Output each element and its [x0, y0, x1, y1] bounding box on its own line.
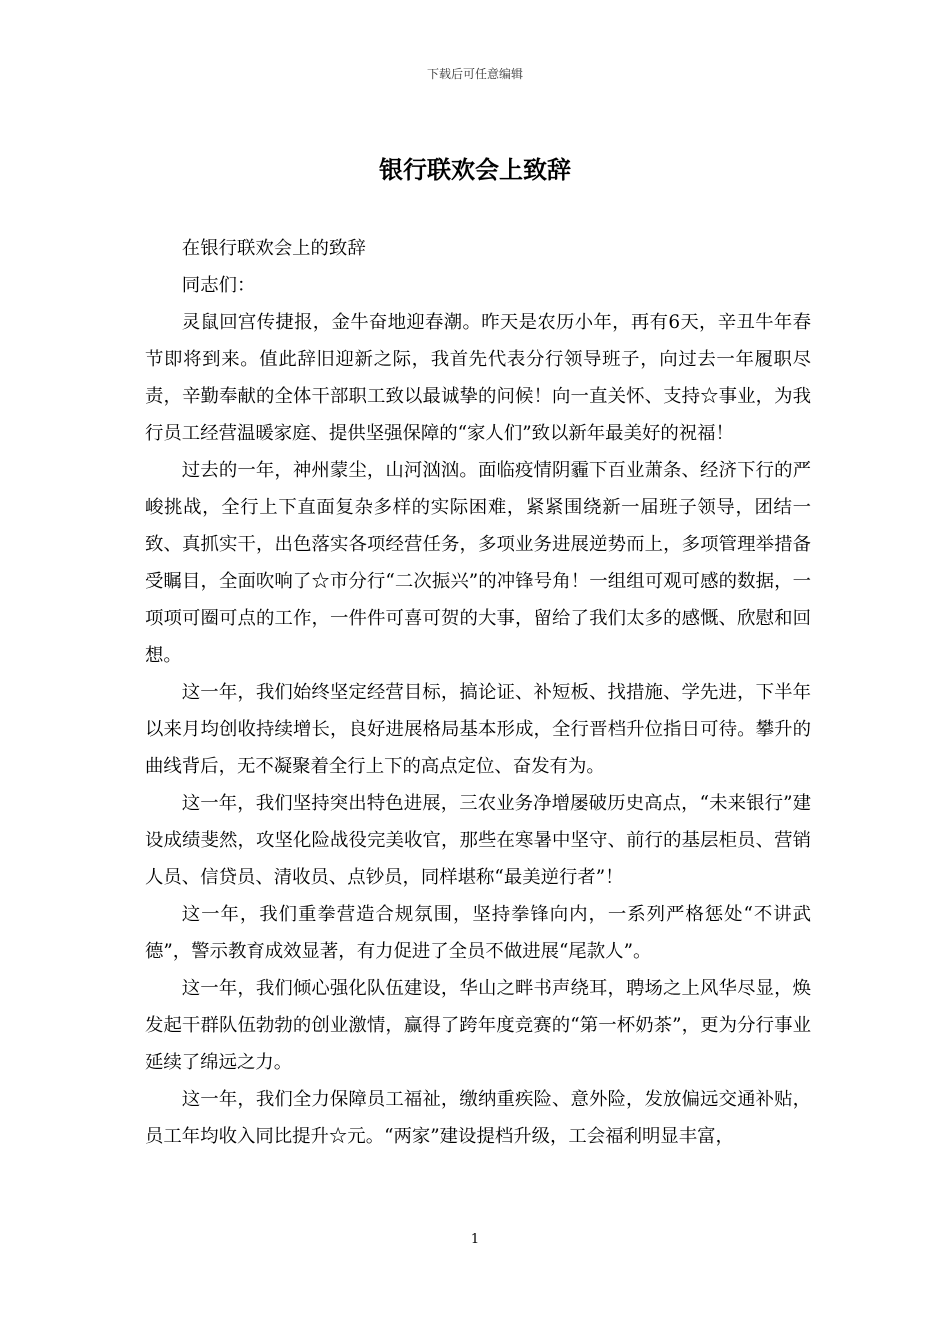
paragraph-salutation: 同志们：	[181, 275, 256, 296]
document-body	[145, 230, 811, 1155]
paragraph: 这一年，我们坚持突出特色进展，三农业务净增屡破历史高点，“未来银行”建设成绩斐然，攻坚化险战役完美收官，那些在寒暑中坚守、前行的基层柜员、营销人员、信贷员、清收员、点钞员，同样堪称“最美逆行者”！	[145, 793, 811, 888]
paragraph-subtitle: 在银行联欢会上的致辞	[181, 238, 366, 259]
paragraph: 灵鼠回宫传捷报，金牛奋地迎春潮。昨天是农历小年，再有6天，辛丑牛年春节即将到来。值此辞旧迎新之际，我首先代表分行领导班子，向过去一年履职尽责，辛勤奉献的全体干部职工致以最诚挚的问候！向一直关怀、支持☆事业，为我行员工经营温暖家庭、提供坚强保障的“家人们”致以新年最美好的祝福！	[145, 312, 811, 444]
paragraph: 过去的一年，神州蒙尘，山河汹汹。面临疫情阴霾下百业萧条、经济下行的严峻挑战，全行上下直面复杂多样的实际困难，紧紧围绕新一届班子领导，团结一致、真抓实干，出色落实各项经营任务，多项业务进展逆势而上，多项管理举措备受瞩目，全面吹响了☆市分行“二次振兴”的冲锋号角！一组组可观可感的数据，一项项可圈可点的工作，一件件可喜可贺的大事，留给了我们太多的感慨、欣慰和回想。	[145, 460, 811, 666]
paragraph: 这一年，我们倾心强化队伍建设，华山之畔书声绕耳，聘场之上风华尽显，焕发起干群队伍勃勃的创业激情，赢得了跨年度竞赛的“第一杯奶茶”，更为分行事业延续了绵远之力。	[145, 978, 811, 1073]
paragraph: 这一年，我们始终坚定经营目标，搞论证、补短板、找措施、学先进，下半年以来月均创收持续增长，良好进展格局基本形成，全行晋档升位指日可待。攀升的曲线背后，无不凝聚着全行上下的高点定位、奋发有为。	[145, 682, 811, 777]
paragraph: 这一年，我们重拳营造合规氛围，坚持拳锋向内，一系列严格惩处“不讲武德”，警示教育成效显著，有力促进了全员不做进展“尾款人”。	[145, 904, 811, 962]
page-number: 1	[470, 1232, 480, 1247]
page-header-note: 下载后可任意编辑	[426, 67, 523, 81]
document-title: 银行联欢会上致辞	[379, 155, 571, 184]
paragraph: 这一年，我们全力保障员工福祉，缴纳重疾险、意外险，发放偏远交通补贴，员工年均收入同比提升☆元。“两家”建设提档升级，工会福利明显丰富，	[145, 1089, 811, 1147]
